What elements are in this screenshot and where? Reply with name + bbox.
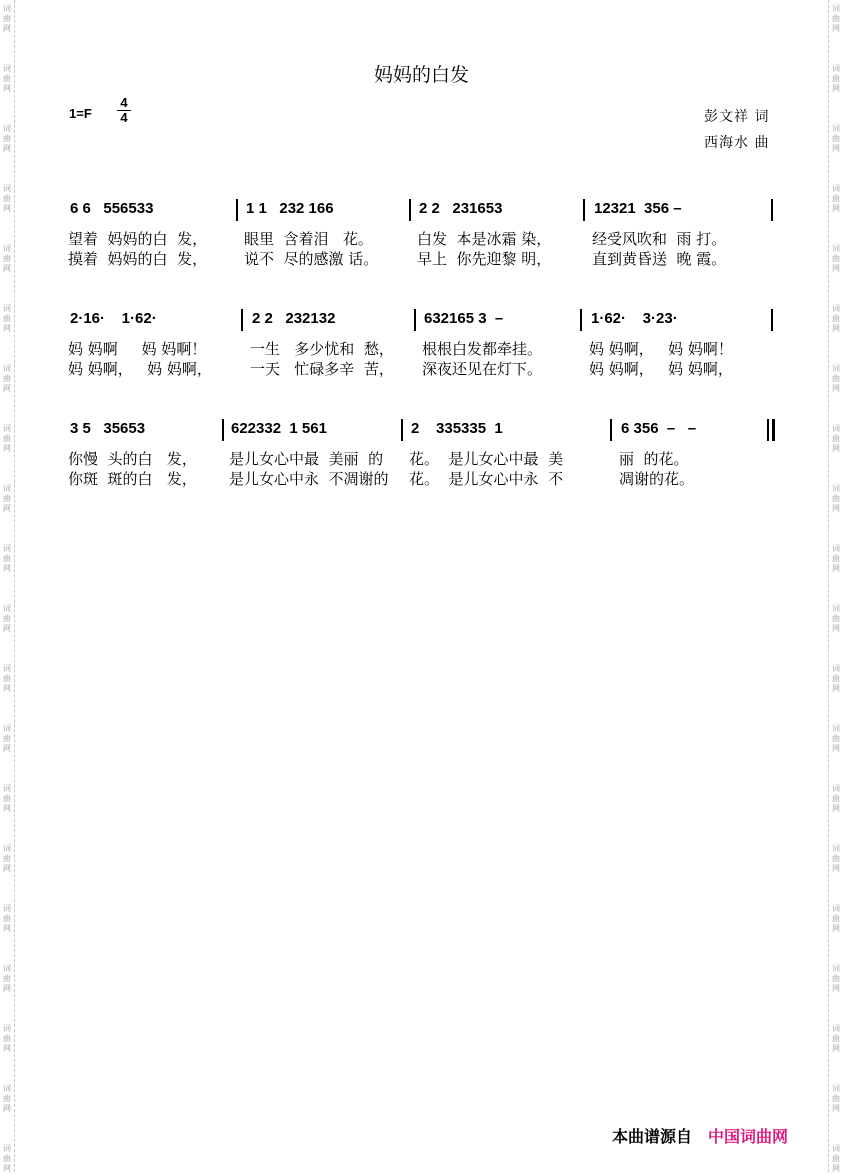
- watermark-text: 词 曲 网: [3, 1084, 11, 1113]
- lyric-verse-1: 望着 妈妈的白 发，: [68, 230, 208, 248]
- watermark-text: 词 曲 网: [832, 1144, 840, 1173]
- lyric-verse-2: 你斑 斑的白 发，: [68, 470, 197, 488]
- watermark-text: 词 曲 网: [832, 424, 840, 453]
- watermark-text: 词 曲 网: [832, 724, 840, 753]
- watermark-text: 词 曲 网: [832, 964, 840, 993]
- lyricist-credit: 彭文祥 词: [704, 109, 770, 125]
- lyric-verse-1: 妈 妈啊， 妈 妈啊！: [589, 340, 733, 358]
- lyric-verse-2: 说不 尽的感激 话。: [244, 250, 379, 268]
- measure-notes: 2 2 231653: [419, 200, 503, 217]
- watermark-text: 词 曲 网: [3, 364, 11, 393]
- composer-credit: 西海水 曲: [704, 135, 770, 151]
- watermark-text: 词 曲 网: [3, 844, 11, 873]
- watermark-text: 词 曲 网: [832, 484, 840, 513]
- final-barline-thick: [772, 419, 775, 441]
- watermark-text: 词 曲 网: [3, 904, 11, 933]
- time-signature-bottom: 4: [120, 110, 128, 125]
- watermark-text: 词 曲 网: [832, 364, 840, 393]
- watermark-text: 词 曲 网: [3, 184, 11, 213]
- source-footer: [612, 1124, 788, 1147]
- watermark-text: 词 曲 网: [832, 604, 840, 633]
- measure-notes: 1 1 232 166: [246, 200, 334, 217]
- barline: [583, 199, 585, 221]
- watermark-text: 词 曲 网: [3, 4, 11, 33]
- lyric-verse-1: 妈 妈啊 妈 妈啊！: [68, 340, 207, 358]
- watermark-text: 词 曲 网: [3, 124, 11, 153]
- key-signature: 1=F: [69, 106, 92, 121]
- barline: [771, 309, 773, 331]
- lyric-verse-2: 是儿女心中永 不凋谢的: [229, 470, 389, 488]
- measure-notes: 3 5 35653: [70, 420, 146, 437]
- measure-notes: 12321 356 –: [594, 200, 682, 217]
- watermark-text: 词 曲 网: [3, 484, 11, 513]
- watermark-text: 词 曲 网: [3, 544, 11, 573]
- lyric-verse-1: 你慢 头的白 发，: [68, 450, 197, 468]
- watermark-text: 词 曲 网: [3, 1144, 11, 1173]
- song-title: 妈妈的白发: [373, 64, 469, 86]
- lyric-verse-2: 花。 是儿女心中永 不: [409, 470, 564, 488]
- lyric-verse-1: 一生 多少忧和 愁，: [250, 340, 394, 358]
- lyric-verse-2: 妈 妈啊， 妈 妈啊，: [589, 360, 733, 378]
- barline: [401, 419, 403, 441]
- lyric-verse-2: 一天 忙碌多辛 苦，: [250, 360, 394, 378]
- time-signature-top: 4: [120, 95, 128, 110]
- measure-notes: 1·62· 3·23·: [591, 310, 678, 327]
- measure-notes: 2 335335 1: [411, 420, 503, 437]
- barline: [771, 199, 773, 221]
- watermark-text: 词 曲 网: [832, 1084, 840, 1113]
- lyric-verse-1: 眼里 含着泪 花。: [244, 230, 373, 248]
- watermark-text: 词 曲 网: [832, 1024, 840, 1053]
- measure-notes: 632165 3 –: [424, 310, 504, 327]
- barline: [414, 309, 416, 331]
- lyric-verse-2: 妈 妈啊， 妈 妈啊，: [68, 360, 212, 378]
- lyric-verse-2: 早上 你先迎黎 明，: [417, 250, 552, 268]
- watermark-text: 词 曲 网: [832, 664, 840, 693]
- watermark-text: 词 曲 网: [3, 664, 11, 693]
- source-label: 本曲谱源自: [612, 1127, 693, 1146]
- barline: [241, 309, 243, 331]
- watermark-text: 词 曲 网: [3, 724, 11, 753]
- barline: [236, 199, 238, 221]
- lyric-verse-2: 摸着 妈妈的白 发，: [68, 250, 208, 268]
- watermark-text: 词 曲 网: [3, 964, 11, 993]
- measure-notes: 6 6 556533: [70, 200, 154, 217]
- watermark-text: 词 曲 网: [832, 784, 840, 813]
- watermark-text: 词 曲 网: [832, 184, 840, 213]
- measure-notes: 622332 1 561: [231, 420, 327, 437]
- lyric-verse-1: 是儿女心中最 美丽 的: [229, 450, 384, 468]
- watermark-text: 词 曲 网: [832, 244, 840, 273]
- measure-notes: 2·16· 1·62·: [70, 310, 157, 327]
- watermark-text: 词 曲 网: [3, 784, 11, 813]
- watermark-text: 词 曲 网: [3, 424, 11, 453]
- watermark-text: 词 曲 网: [832, 124, 840, 153]
- lyric-verse-1: 经受风吹和 雨 打。: [592, 230, 727, 248]
- watermark-text: 词 曲 网: [832, 844, 840, 873]
- watermark-text: 词 曲 网: [832, 304, 840, 333]
- watermark-text: 词 曲 网: [3, 244, 11, 273]
- barline: [222, 419, 224, 441]
- lyric-verse-1: 花。 是儿女心中最 美: [409, 450, 564, 468]
- lyric-verse-1: 根根白发都牵挂。: [422, 340, 543, 358]
- barline: [580, 309, 582, 331]
- lyric-verse-2: 深夜还见在灯下。: [422, 360, 543, 378]
- barline: [409, 199, 411, 221]
- watermark-text: 词 曲 网: [832, 64, 840, 93]
- watermark-text: 词 曲 网: [3, 604, 11, 633]
- lyric-verse-2: 直到黄昏送 晚 霞。: [592, 250, 727, 268]
- watermark-text: 词 曲 网: [3, 1024, 11, 1053]
- left-watermark-strip: [0, 0, 15, 1172]
- time-signature: [117, 96, 131, 125]
- watermark-text: 词 曲 网: [832, 904, 840, 933]
- source-site-link[interactable]: 中国词曲网: [708, 1127, 789, 1146]
- watermark-text: 词 曲 网: [3, 64, 11, 93]
- measure-notes: 6 356 – –: [621, 420, 697, 437]
- watermark-text: 词 曲 网: [832, 544, 840, 573]
- lyric-verse-1: 丽 的花。: [619, 450, 689, 468]
- right-watermark-strip: [828, 0, 843, 1172]
- watermark-text: 词 曲 网: [3, 304, 11, 333]
- final-barline-thin: [767, 419, 769, 441]
- lyric-verse-2: 凋谢的花。: [619, 470, 695, 488]
- watermark-text: 词 曲 网: [832, 4, 840, 33]
- barline: [610, 419, 612, 441]
- lyric-verse-1: 白发 本是冰霜 染，: [417, 230, 552, 248]
- measure-notes: 2 2 232132: [252, 310, 336, 327]
